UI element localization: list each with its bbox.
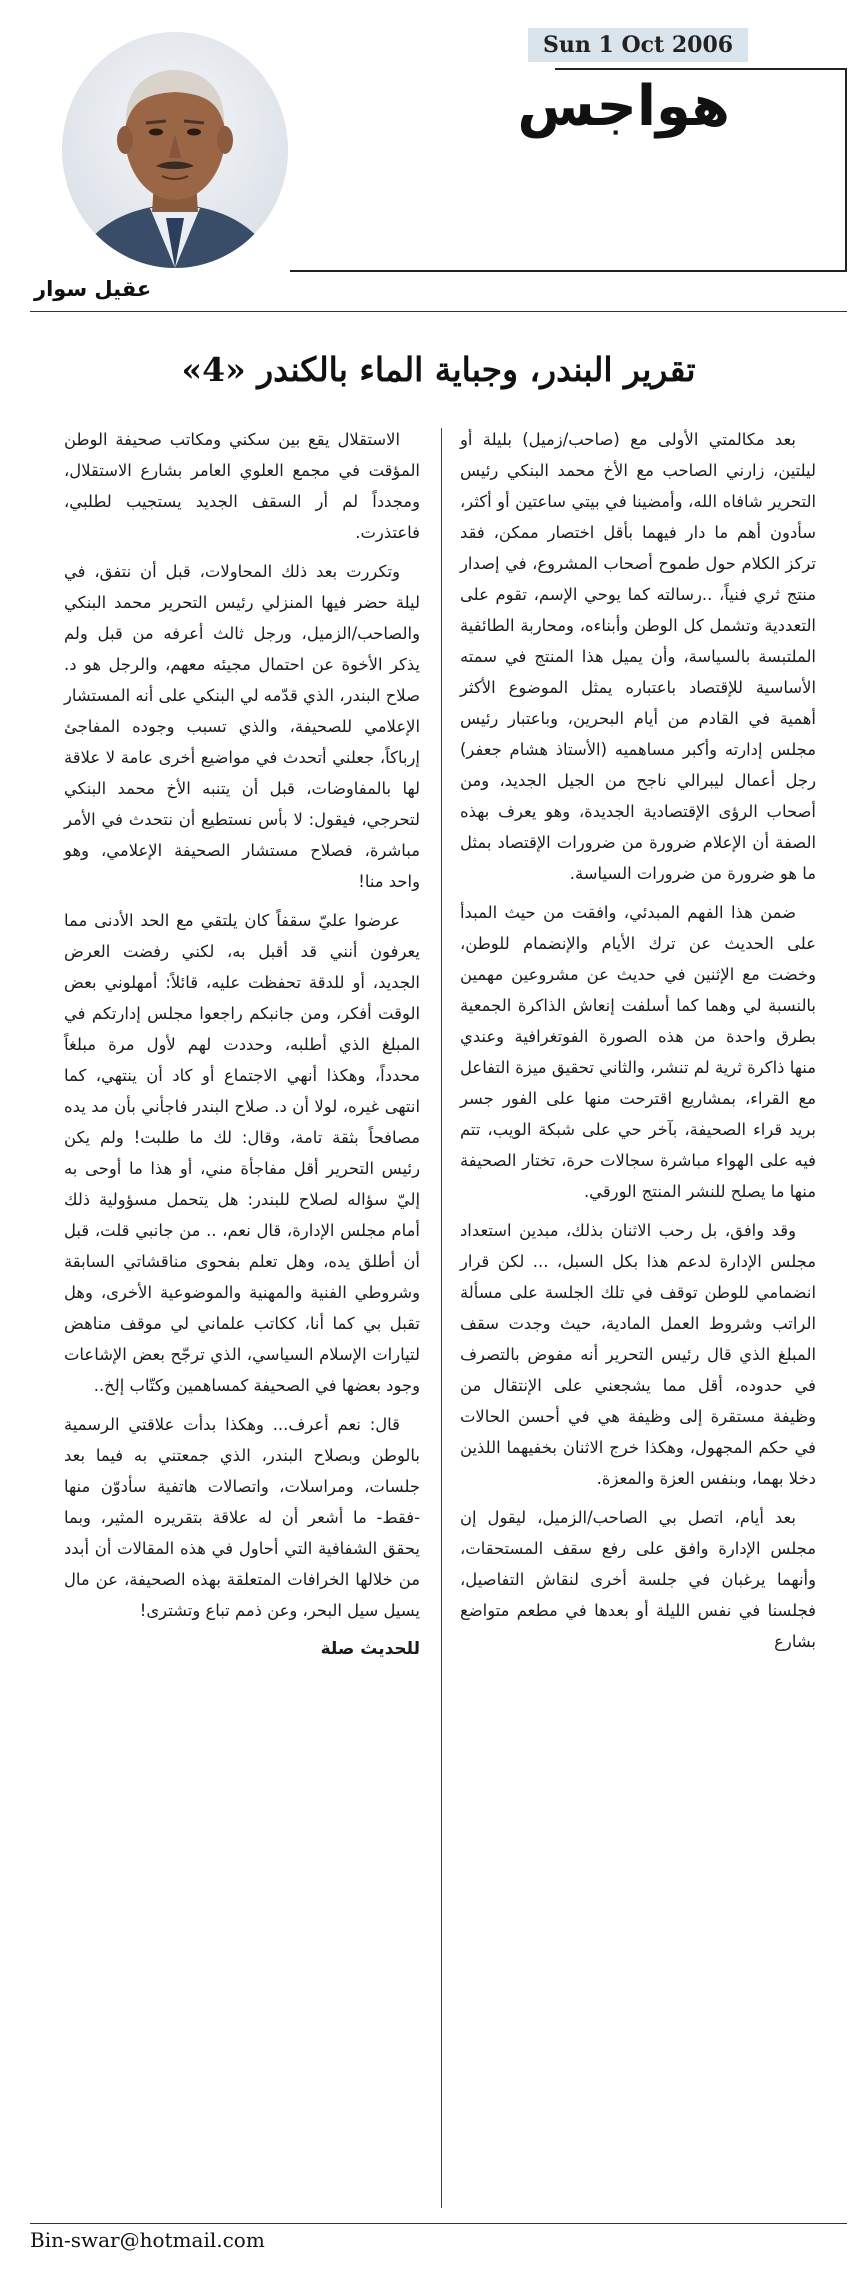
paragraph: عرضوا عليّ سقفاً كان يلتقي مع الحد الأدنى مما يعرفون أنني قد أقبل به، لكني رفضت العرض الجديد، أو للدقة تحفظت عليه، قائلاً: أمهلوني بعض الوقت أفكر، ومن جانبكم راجعوا مجلس إدارتكم في المبلغ الذي أطلبه، وحددت لهم لأول مرة مبلغاً محدداً، وهكذا أنهي الاجتماع أو كاد أن ينتهي، كما انتهى غيره، لولا أن د. صلاح البندر فاجأني بأن مد يده مصافحاً بثقة تامة، وقال: لك ما طلبت! ولم يكن رئيس التحرير أقل مفاجأة مني، أو هذا ما أوحى به إليّ سؤاله لصلاح للبندر: هل يتحمل مسؤولية ذلك أمام مجلس الإدارة، قال نعم، .. من جانبي قلت، قبل أن أطلق يده، وهل تعلم بفحوى مناقشاتي السابقة وشروطي الفنية والمهنية والموضوعية الأخرى، وهل تقبل بي كما أنا، ككاتب علماني لي موقف مناهض لتيارات الإسلام السياسي، الذي ترجّح بعض الإشاعات وجود بعضها في الصحيفة كمساهمين وكتّاب إلخ.. — [64, 911, 420, 1395]
header-frame-top — [555, 68, 847, 70]
author-name: عقيل سوار — [34, 277, 152, 301]
column-name: هواجس — [517, 74, 730, 139]
paragraph: الاستقلال يقع بين سكني ومكاتب صحيفة الوطن المؤقت في مجمع العلوي العامر بشارع الاستقلال، ومجدداً لم أر السقف الجديد يستجيب لطلبي، فاعتذرت. — [64, 430, 420, 542]
paragraph: ضمن هذا الفهم المبدئي، وافقت من حيث المبدأ على الحديث عن ترك الأيام والإنضمام للوطن، وخضت مع الإثنين في حديث عن مشروعين مهمين بالنسبة لي وهما كما أسلفت إنعاش الذاكرة الجمعية بطرق واحدة من هذه الصورة الفوتغرافية وعندي منها ذاكرة ثرية لم تنشر، والثاني تحقيق ميزة التفاعل مع القراء، بمشاريع اقترحت منها على الفور جسر بريد قراء الصحيفة، بآخر حي على شبكة الويب، تتم فيه على الهواء مباشرة سجالات حرة، تختار الصحيفة منها ما يصلح للنشر المنتج الورقي. — [460, 903, 816, 1201]
article-signoff: للحديث صلة — [320, 1639, 420, 1659]
header-frame-bottom — [290, 270, 847, 272]
paragraph: وقد وافق، بل رحب الاثنان بذلك، مبدين استعداد مجلس الإدارة لدعم هذا بكل السبل، ... لكن قرار انضمامي للوطن توقف في تلك الجلسة على مسألة الراتب وشروط العمل المادية، حيث وجدت سقف المبلغ الذي قال رئيس التحرير أنه مفوض بالتصرف في حدوده، أقل مما يشجعني على الإنتقال من وظيفة مستقرة إلى وظيفة هي في أحسن الحالات في حكم المجهول، وهكذا خرج الاثنان بخفيهما اللذين دخلا بهما، وبنفس العزة والمعزة. — [460, 1221, 816, 1488]
header-frame-right — [845, 68, 847, 272]
column-divider — [441, 428, 442, 2208]
publication-date: Sun 1 Oct 2006 — [528, 28, 748, 62]
footer-divider — [30, 2223, 847, 2224]
author-photo-icon — [62, 32, 288, 268]
paragraph: بعد أيام، اتصل بي الصاحب/الزميل، ليقول إن مجلس الإدارة وافق على رفع سقف المستحقات، وأنهما يرغبان في جلسة أخرى لنقاش التفاصيل، فجلسنا في نفس الليلة أو بعدها في مطعم متواضع بشارع — [460, 1508, 816, 1651]
paragraph: وتكررت بعد ذلك المحاولات، قبل أن نتفق، في ليلة حضر فيها المنزلي رئيس التحرير محمد البنكي والصاحب/الزميل، ورجل ثالث أعرفه من قبل ولم يذكر الأخوة عن احتمال مجيئه معهم، والرجل هو د. صلاح البندر، الذي قدّمه لي البنكي على أنه المستشار الإعلامي للصحيفة، والذي تسبب وجوده المفاجئ إرباكاً، جعلني أتحدث في مواضيع أخرى عامة لا علاقة لها بالمفاوضات، قبل أن يتنبه الأخ محمد البنكي لتحرجي، فيقول: لا بأس نستطيع أن نتحدث في الأمر مباشرة، فصلاح مستشار الصحيفة الإعلامي، وهو واحد منا! — [64, 562, 420, 891]
divider — [30, 311, 847, 312]
paragraph: بعد مكالمتي الأولى مع (صاحب/زميل) بليلة أو ليلتين، زارني الصاحب مع الأخ محمد البنكي رئيس التحرير شافاه الله، وأمضينا في بيتي ساعتين أو أكثر، سأدون أهم ما دار فيهما بأقل اختصار ممكن، فقد تركز الكلام حول طموح أصحاب المشروع، في إصدار منتج ثري فنياً، ..رسالته كما يوحي الإسم، تقوم على التعددية وتشمل كل الوطن وأبناءه، ومحاربة الطائفية الملتبسة بالسياسة، وأن يميل هذا المنتج في سمته الأساسية للإقتصاد باعتباره يمثل الموضوع الأكثر أهمية في القادم من أيام البحرين، وباعتبار رئيس مجلس إدارته وأكبر مساهميه (الأستاذ هشام جعفر) رجل أعمال ليبرالي ناجح من الجيل الجديد، ومن أصحاب الرؤى الإقتصادية الجديدة، وهو يعرف بهذه الصفة أن الإعلام ضرورة من ضرورات الإقتصاد بمثل ما هو ضرورة من ضرورات السياسة. — [460, 430, 816, 883]
article-column-left — [64, 424, 420, 1673]
article-column-right — [460, 424, 816, 1665]
author-email[interactable]: Bin-swar@hotmail.com — [30, 2228, 265, 2252]
paragraph: قال: نعم أعرف... وهكذا بدأت علاقتي الرسمية بالوطن وبصلاح البندر، الذي جمعتني به فيما بعد جلسات، ومراسلات، واتصالات هاتفية سأدوّن منها -فقط- ما أشعر أن له علاقة بتقريره المثير، وبما يحقق الشفافية التي أحاول في هذه المقالات أن أبدد من خلالها الخرافات المتعلقة بهذه الصحيفة، عن مال يسيل سيل البحر، وعن ذمم تباع وتشترى! — [64, 1415, 420, 1620]
author-portrait — [62, 32, 288, 268]
article-title: تقرير البندر، وجباية الماء بالكندر «4» — [181, 350, 696, 389]
